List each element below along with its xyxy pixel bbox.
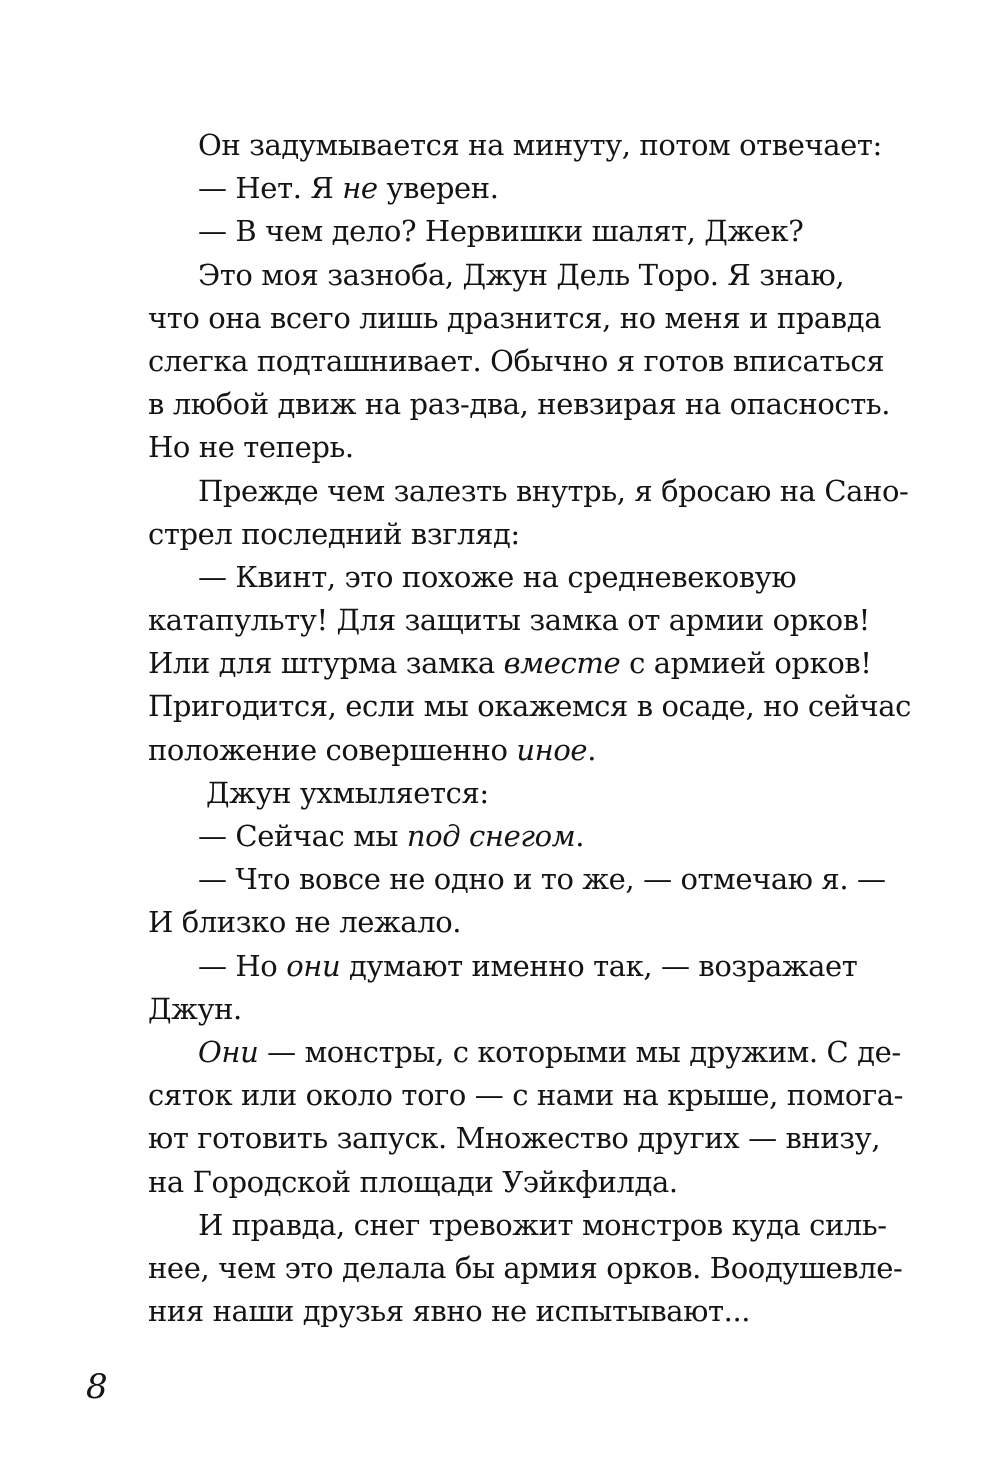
text-span: — монстры, с которыми мы дружим. С де-: [258, 1034, 901, 1069]
text-span: — Что вовсе не одно и то же, — отмечаю я. —: [198, 862, 886, 897]
text-line: [148, 470, 909, 513]
text-line: [148, 815, 888, 858]
text-span: думают именно так, — возражает: [340, 948, 858, 983]
text-span: нее, чем это делала бы армия орков. Воодушевле-: [148, 1250, 903, 1285]
text-line: [148, 685, 911, 728]
text-line: [148, 1290, 888, 1333]
text-line: [148, 642, 888, 685]
text-line: [148, 858, 888, 901]
text-span: Джун ухмыляется:: [206, 775, 489, 810]
page-number: 8: [86, 1367, 108, 1407]
text-span: что она всего лишь дразнится, но меня и правда: [148, 300, 882, 335]
text-line: [148, 1117, 888, 1160]
text-line: [148, 1074, 904, 1117]
text-span: Но не теперь.: [148, 430, 354, 465]
text-span: уверен.: [377, 171, 499, 206]
text-span: — В чем дело? Нервишки шалят, Джек?: [198, 214, 804, 249]
text-line: [148, 1161, 888, 1204]
text-span: И правда, снег тревожит монстров куда силь-: [198, 1207, 887, 1242]
text-span: Джун.: [148, 991, 242, 1026]
text-line: [148, 426, 888, 469]
text-line: [148, 297, 888, 340]
text-line: [148, 945, 888, 988]
text-line: [148, 124, 888, 167]
text-line: [148, 729, 888, 772]
text-line: [148, 167, 888, 210]
italic-text: они: [286, 948, 341, 983]
text-span: положение совершенно: [148, 732, 517, 767]
text-span: Это моя зазноба, Джун Дель Торо. Я знаю,: [198, 257, 845, 292]
text-span: в любой движ на раз-два, невзирая на опасность.: [148, 387, 891, 422]
italic-text: Они: [198, 1034, 259, 1069]
text-span: .: [575, 819, 585, 853]
text-line: [148, 1204, 888, 1247]
text-span: слегка подташнивает. Обычно я готов вписаться: [148, 343, 885, 378]
text-span: катапульту! Для защиты замка от армии орков!: [148, 603, 870, 638]
text-line: [148, 772, 888, 815]
text-span: Он задумывается на минуту, потом отвечает:: [198, 128, 882, 162]
text-line: [148, 599, 888, 642]
text-span: — Квинт, это похоже на средневековую: [198, 559, 797, 594]
text-span: ния наши друзья явно не испытывают...: [148, 1294, 751, 1329]
italic-text: под снегом: [406, 819, 576, 853]
text-line: [148, 556, 888, 599]
body-text: [148, 124, 911, 1333]
text-span: Прежде чем залезть внутрь, я бросаю на Сано-: [198, 473, 909, 508]
text-span: на Городской площади Уэйкфилда.: [148, 1164, 678, 1199]
italic-text: иное: [516, 732, 588, 767]
italic-text: вместе: [503, 646, 621, 681]
text-span: — Сейчас мы: [198, 819, 407, 853]
text-line: [148, 1031, 901, 1074]
text-line: [148, 1247, 903, 1290]
text-line: [148, 988, 888, 1031]
text-line: [148, 383, 891, 426]
text-line: [148, 513, 888, 556]
text-line: [148, 254, 888, 297]
text-span: Пригодится, если мы окажемся в осаде, но сейчас: [148, 689, 911, 724]
text-span: с армией орков!: [620, 646, 872, 681]
text-span: сяток или около того — с нами на крыше, помога-: [148, 1078, 904, 1113]
text-span: .: [587, 732, 597, 767]
text-span: — Но: [198, 948, 287, 983]
text-span: И близко не лежало.: [148, 905, 462, 940]
italic-text: не: [342, 171, 378, 206]
text-span: ют готовить запуск. Множество других — внизу,: [148, 1121, 881, 1156]
text-span: Или для штурма замка: [148, 646, 504, 681]
text-span: — Нет. Я: [198, 171, 343, 206]
text-line: [148, 340, 888, 383]
text-line: [148, 210, 888, 253]
text-line: [148, 901, 888, 944]
text-span: стрел последний взгляд:: [148, 516, 520, 551]
